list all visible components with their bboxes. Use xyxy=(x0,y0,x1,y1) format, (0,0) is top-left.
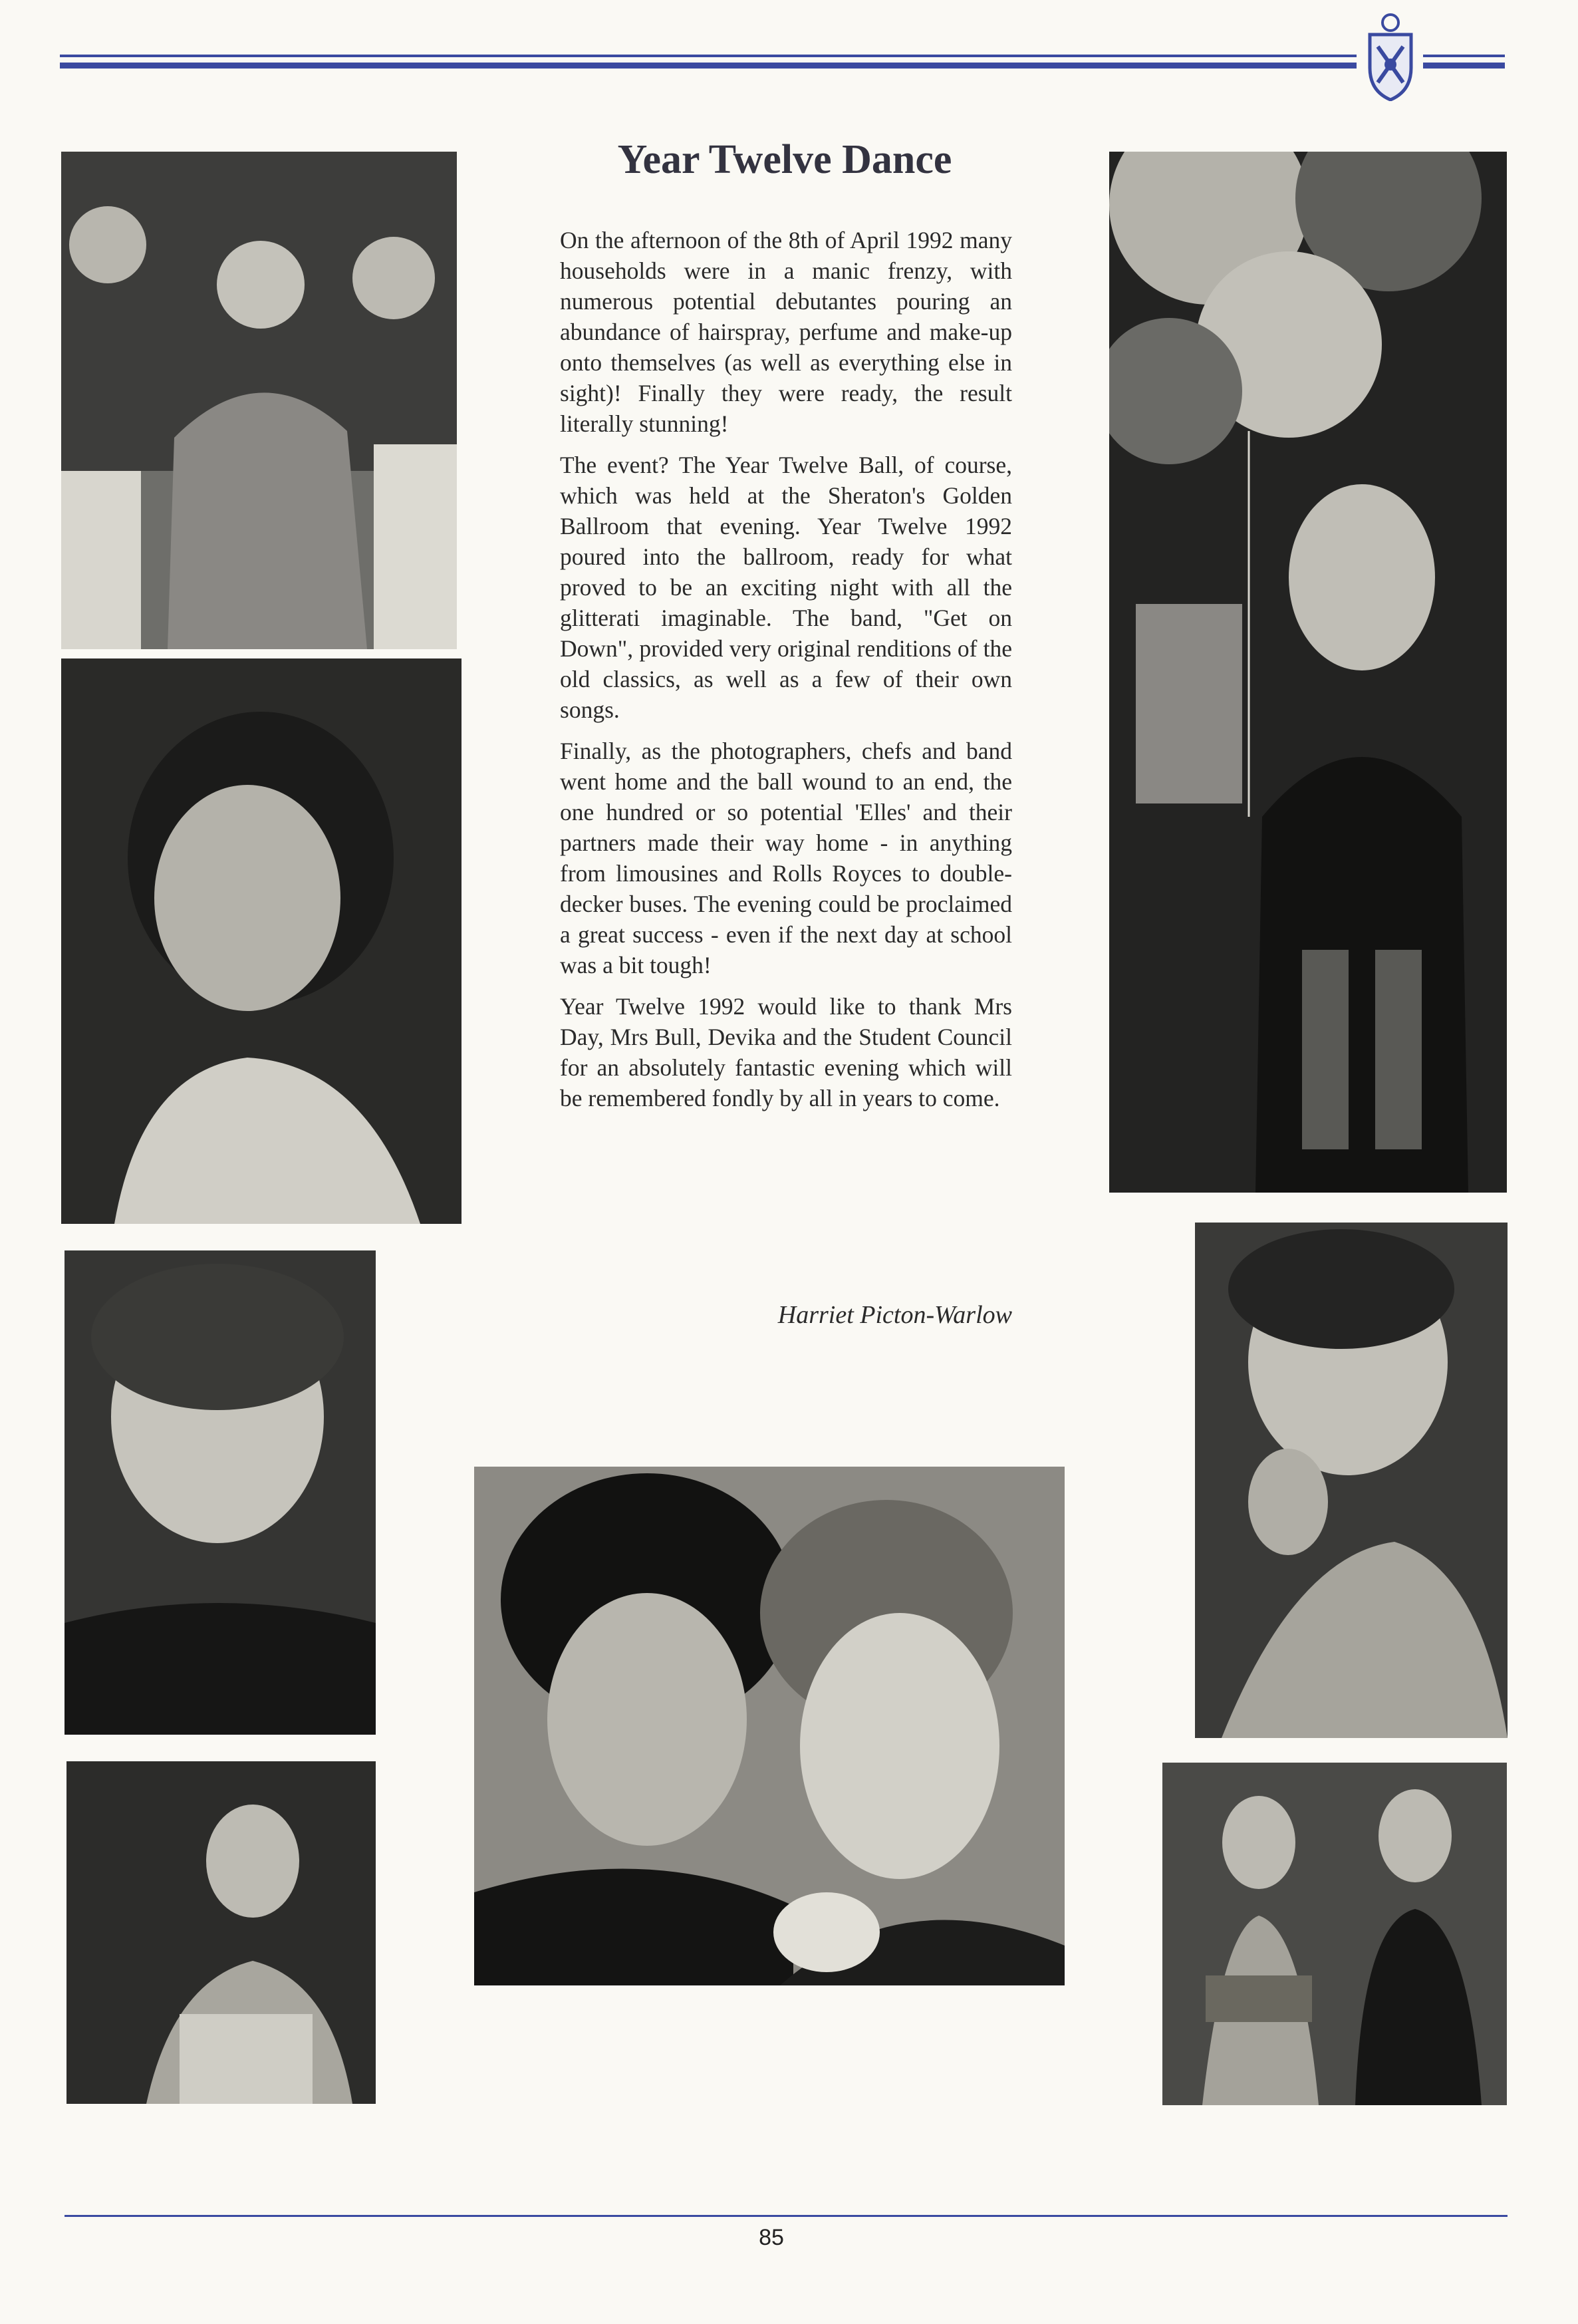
photo-two-girls-smiling xyxy=(474,1467,1065,1985)
article-paragraph: Year Twelve 1992 would like to thank Mrs Day, Mrs Bull, Devika and the Student Council for an absolutely fantastic evening which will be remembered fondly by all in years to come. xyxy=(560,993,1012,1111)
photo-trio-top-left xyxy=(61,152,457,649)
article-paragraph: The event? The Year Twelve Ball, of course, which was held at the Sheraton's Golden Ballroom that evening. Year Twelve 1992 poured into the ballroom, ready for what proved to be an exciting night with all the glitterati imaginable. The band, "Get on Down", provided very original renditions of the old classics, as well as a few of their own songs. xyxy=(560,452,1012,723)
photo-smiling-girl-earrings xyxy=(65,1250,376,1735)
photo-two-girls-standing xyxy=(1162,1763,1507,2105)
photo-balloons-girl xyxy=(1109,152,1507,1193)
article-paragraph: Finally, as the photographers, chefs and band went home and the ball wound to an end, the one hundred or so potential 'Elles' and their partners made their way home - in anything from limousines and Rolls Royces to double-decker buses. The evening could be proclaimed a great success - even if the next day at school was a bit tough! xyxy=(560,738,1012,978)
header-rule-right-top xyxy=(1423,55,1505,57)
footer-rule xyxy=(65,2215,1508,2217)
page-number: 85 xyxy=(759,2225,784,2250)
school-crest-icon xyxy=(1365,8,1416,101)
article-author: Harriet Picton-Warlow xyxy=(777,1301,1012,1329)
header-rule-top xyxy=(60,55,1357,57)
photo-curly-hair-girl xyxy=(61,658,461,1224)
photo-girl-hand-chin xyxy=(1195,1223,1508,1738)
photo-girl-satin-dress xyxy=(66,1761,376,2104)
header-rule-bottom xyxy=(60,63,1357,69)
article-title: Year Twelve Dance xyxy=(617,137,952,182)
article-body xyxy=(560,225,1012,1124)
header-rule-right-bottom xyxy=(1423,63,1505,69)
article-paragraph: On the afternoon of the 8th of April 1992 many households were in a manic frenzy, with numerous potential debutantes pouring an abundance of hairspray, perfume and make-up onto themselves (as well as everything else in sight)! Finally they were ready, the result literally stunning! xyxy=(560,227,1012,437)
